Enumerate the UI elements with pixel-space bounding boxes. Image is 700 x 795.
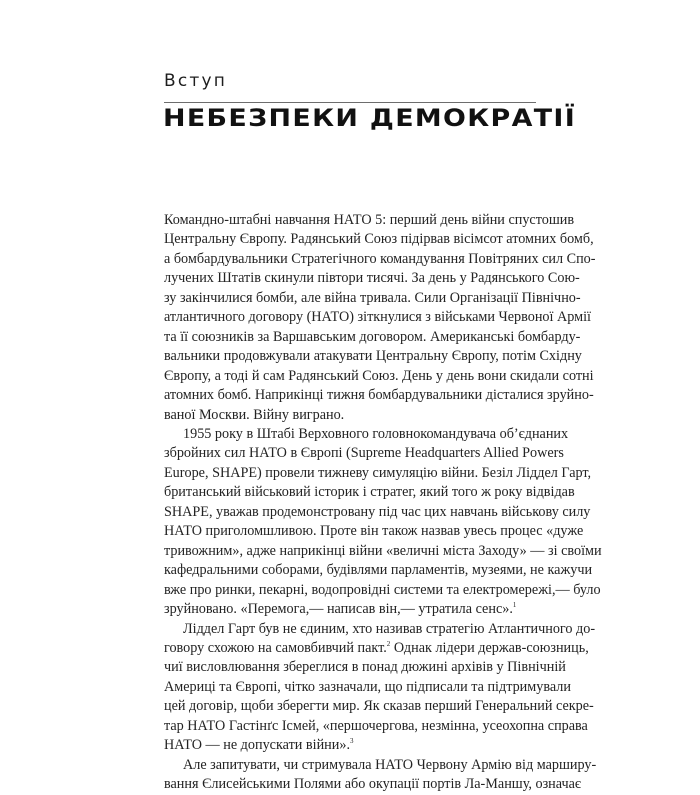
text-line: чиї висловлювання збереглися в понад дюжині архівів у Північній <box>164 659 566 676</box>
chapter-divider <box>164 102 536 103</box>
body-text <box>164 211 602 795</box>
text-line: атомних бомб. Наприкінці тижня бомбардувальники дісталися зруйно- <box>164 387 594 404</box>
paragraph <box>164 211 596 425</box>
text-line: Ліддел Гарт був не єдиним, хто називав стратегію Атлантичного до- <box>183 620 596 637</box>
text-line: Центральну Європу. Радянський Союз підірвав вісімсот атомних бомб, <box>164 231 594 248</box>
text-line: Америці та Європі, чітко зазначали, що підписали та підтримували <box>164 678 571 695</box>
text-line: Але запитувати, чи стримувала НАТО Червону Армію від марширу- <box>183 756 597 773</box>
text-line: вже про ринки, пекарні, водопровідні системи та електромережі,— було <box>164 581 601 598</box>
line-text: НАТО — не допускати війни». <box>164 737 350 754</box>
text-line <box>164 736 536 755</box>
text-line: зу закінчилися бомби, але війна тривала. Сили Організації Північно- <box>164 289 581 306</box>
text-line: 1955 року в Штабі Верховного головнокомандувача об’єднаних <box>183 425 569 442</box>
footnote-marker[interactable]: 3 <box>350 737 354 746</box>
text-line: збройних сил НАТО в Європі (Supreme Headquarters Allied Powers <box>164 445 564 462</box>
text-line: лучених Штатів скинули півтори тисячі. За день у Радянського Сою- <box>164 270 580 287</box>
paragraph <box>164 425 602 620</box>
footnote-marker[interactable]: 2 <box>386 639 391 648</box>
chapter-label: Вступ <box>164 71 228 91</box>
text-line: Командно-штабні навчання НАТО 5: перший день війни спустошив <box>164 212 575 228</box>
text-line: атлантичного договору (НАТО) зіткнулися з військами Червоної Армії <box>164 309 591 326</box>
paragraph <box>164 620 596 756</box>
chapter-title: НЕБЕЗПЕКИ ДЕМОКРАТІЇ <box>163 104 577 132</box>
text-line: тар НАТО Гастінґс Ісмей, «першочергова, незмінна, усеохопна справа <box>164 717 588 734</box>
text-line <box>164 600 536 619</box>
text-line: тривожним», адже наприкінці війни «величні міста Заходу» — зі своїми <box>164 542 602 559</box>
text-line: Європу, а тоді й сам Радянський Союз. День у день вони скидали сотні <box>164 367 594 384</box>
text-line: вальники продовжували атакувати Центральну Європу, потім Східну <box>164 348 582 365</box>
text-line: Europe, SHAPE) провели тижневу симуляцію війни. Безіл Ліддел Гарт, <box>164 464 592 481</box>
text-line: цей договір, щоби зберегти мир. Як сказав перший Генеральний секре- <box>164 698 594 715</box>
text-line: британський військовий історик і стратег, який того ж року відвідав <box>164 484 575 501</box>
line-text: зруйновано. «Перемога,— написав він,— утратила сенс». <box>164 601 513 618</box>
text-line: та її союзників за Варшавським договором. Американські бомбарду- <box>164 328 581 345</box>
line-text: Однак лідери держав-союзниць, <box>393 639 589 656</box>
text-line: вання Єлисейськими Полями або окупації портів Ла-Маншу, означає <box>164 776 582 793</box>
line-text: говору схожою на самовбивчий пакт. <box>164 639 387 656</box>
footnote-marker[interactable]: 1 <box>512 601 517 610</box>
text-line: кафедральними соборами, будівлями парламентів, музеями, не кажучи <box>164 562 593 579</box>
text-line: SHAPE, уважав продемонстровану під час цих навчань військову силу <box>164 503 591 520</box>
text-line <box>164 639 589 658</box>
text-line: ваної Москви. Війну виграно. <box>164 406 345 423</box>
text-line: НАТО приголомшливою. Проте він також назвав увесь процес «дуже <box>164 523 584 540</box>
text-line: а бомбардувальники Стратегічного командування Повітряних сил Спо- <box>164 250 596 267</box>
paragraph <box>164 756 597 795</box>
